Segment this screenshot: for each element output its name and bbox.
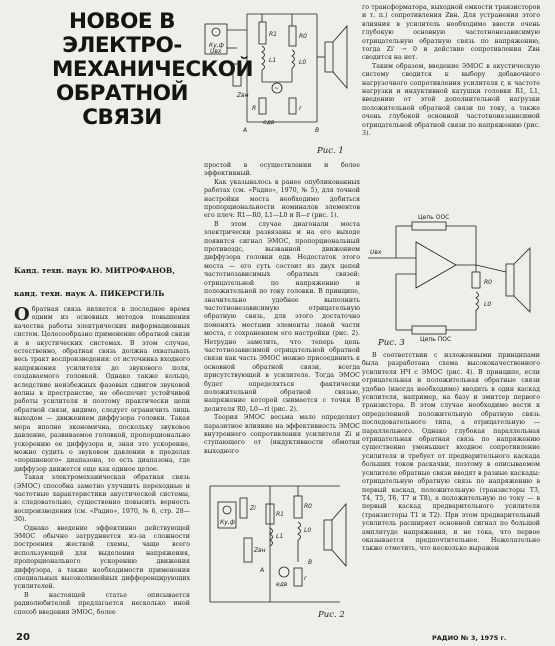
svg-text:L0: L0 [484,301,492,308]
author-line-2: канд. техн. наук А. ПИКЕРСГИЛЬ [14,289,165,298]
col3-paragraph-3: В соответствии с изложенными принципами была разработана схема высококачественного усилителя НЧ с ЭМОС (рис. 4). В принципе, если отрицательная и положительная обратные связи удобно (иногда необходимо) вводить в один каскад усилителя, например, на базу и эмиттер первого транзистора. В этом случае необходимо вести к определенной положительную обратную связь последовательного типа, а отрицательную — параллельного. Однако глубокая параллельная отрицательная обратная связь по напряжению существенно уменьшает входное сопротивление усилителя и требует от предварительного каскада больших токов раскачки, поэтому в описываемом усилителе обратные связи вводят в разные каскады: отрицательную обратную связь по напряжению в первый каскад, положительную (транзисторы Т3, Т4, Т5, Т6, Т7 и Т8), а положительную по току — в первый каскад предварительного усилителя (транзисторы Т1 и Т2). При этом предварительный усилитель расширяет основной сигнал по большой амплитуде напряжения, и не тока, что первое оказывается предпочтительнее. Нежелательно также отметить, что несколько выражен [362,352,540,553]
text-column-2 [204,162,360,455]
svg-text:R0: R0 [299,33,307,40]
svg-text:R: R [252,105,257,112]
svg-text:B: B [308,559,313,566]
svg-text:Zвн: Zвн [237,92,249,99]
svg-text:r: r [304,575,307,582]
text-column-3-top [362,4,540,208]
svg-text:Uвх: Uвх [210,48,222,55]
svg-text:R1: R1 [269,31,277,38]
svg-text:eдв: eдв [276,581,288,588]
svg-text:eдв: eдв [263,119,275,126]
col2-paragraph-2: Как указывалось в ранее опубликованных работах (см. «Радио», 1970, № 5), для точной настройки моста необходимо добиться пропорциональности номиналов элементов его плеч: R1—R0, L1—L0 и R—r (рис. 1). [204,178,360,220]
col2-paragraph-3: В этом случае диагонали моста электрически развязаны и на его выходе появится сигнал ЭМОС, пропорциональный противоэдс, вызванной движением диффузора головки eдв. Недостаток этого моста — его суть состоит из двух цепей частотнозависимых обратных связей: отрицательной по напряжению и положительной по току головки. В принципе, значительно удобнее выполнить частотнонезависимую отрицательную обратную связь, для этого достаточно поменять местами элементы левой части моста, с сохранением его настройки (рис. 2). Нетрудно заметить, что теперь цепь частотнозависимой отрицательной обратной связи как часть ЭМОС можно присоединить к основной обратной связи, всегда присутствующей в усилителе. Тогда ЭМОС будет определяться фактически положительной обратной связью, напряжение которой снимается с точки В делителя R0, L0—rl (рис. 2). [204,220,360,413]
col2-paragraph-1: простой в осуществлении и более эффективный. [204,162,360,178]
col1-paragraph-1: братная связь является в последнее время одним из основных методов повышения качества работы электрических информационных систем. Целесообразно применение обратной связи и в акустических системах. В этом случае, естественно, обратная связь должна охватывать весь тракт воспроизведения: от источника входного напряжения усилителя до звукового поля, создаваемого головкой. Однако также кольцо, вследствие неизбежных фазовых сдвигов звуковой волны в пространстве, не обеспечит устойчивой работы усилителя и поэтому практически цепи обратной связи, видимо, следует ограничить лишь выходом — движением диффузора головки. Такая мера вполне экономична, поскольку звуковое давление, развиваемое головкой, пропорционально ускорению ее диффузора и, зная это ускорение, можно судить о звуковом давлении в пределах «поршневого» диапазона, то есть диапазона, где диффузор движется еще как единое целое. [14,306,190,473]
svg-text:Ку,ф: Ку,ф [209,42,224,49]
svg-text:A: A [260,567,265,574]
col1-paragraph-2: Такая электромеханическая обратная связь (ЭМОС) способна заметно улучшить переходные и частотные характеристики акустической системы, а следовательно, существенно повысить верность воспроизведения (см. «Радио», 1970, № 6, стр. 28—30). [14,474,190,524]
text-column-1 [14,306,190,628]
col3-paragraph-1: го трансформатора, выходной емкости транзисторов и т. п.) сопротивления Zвн. Для устранения этого влияния в усилитель необходимо ввести очень глубокую основную частотнонезависимую отрицательную обратную связь по напряжению, тогда Zi' → 0 и действие сопротивления Zвн сводится на нет. [362,4,540,62]
svg-text:Zвн: Zвн [254,547,266,554]
issue-info: РАДИО № 3, 1975 г. [432,634,507,642]
page-number: 20 [16,632,30,643]
svg-text:Uвх: Uвх [370,249,382,256]
schematic-figure-2 [200,472,358,622]
fig3-label-oos: Цепь ООС [418,214,450,221]
figure-1-caption: Рис. 1 [317,146,344,156]
drop-cap: О [14,304,30,325]
svg-text:R0: R0 [304,503,312,510]
schematic-figure-3 [366,212,544,336]
article-title: НОВОЕ В ЭЛЕКТРО-МЕХАНИЧЕСКОЙ ОБРАТНОЙ СВЯЗИ [52,9,253,130]
figure-3 [366,212,544,350]
figure-3-caption: Рис. 3 [378,338,405,348]
svg-text:B: B [315,127,320,134]
fig3-label-pos: Цепь ПОС [420,336,452,343]
figure-1 [197,2,357,162]
author-line-1: Канд. техн. наук Ю. МИТРОФАНОВ, [14,266,175,275]
svg-text:R0: R0 [484,279,492,286]
svg-text:~: ~ [274,85,280,92]
svg-text:A: A [243,127,248,134]
svg-text:r: r [299,105,302,112]
svg-text:Ку,ф: Ку,ф [220,519,235,526]
text-column-3-bottom [362,352,540,628]
figure-2 [200,472,358,628]
col3-paragraph-2: Таким образом, введение ЭМОС в акустическую систему сводится к выбору добавочного нагрузочного сопротивления усилителя r, к частоте нагрузки и индуктивной катушки головки R1, L1, введению от этой дополнительной нагрузки положительной обратной связи по току, а также очень глубокой основной частотнонезависимой отрицательной обратной связи по напряжению (рис. 3). [362,62,540,138]
svg-text:L1: L1 [276,533,284,540]
figure-2-caption: Рис. 2 [318,610,345,620]
col1-paragraph-3: Однако введение эффективно действующей ЭМОС обычно затрудняется из-за сложности построения жесткой схемы, чаще всего использующей для выделения напряжения, пропорционального ускорению движения диффузора, а также необходимости применения специальных высоколинейных дифференцирующих усилителей. [14,524,190,591]
svg-text:L0: L0 [299,59,307,66]
col1-paragraph-4: В настоящей статье описывается радиолюбителей предлагается несколько иной способ введения ЭМОС, более [14,591,190,616]
svg-text:L0: L0 [304,527,312,534]
svg-text:Zi: Zi [250,505,256,512]
col2-paragraph-4: Теория ЭМОС весьма мало определяет паразитное влияние на эффективность ЭМОС внутреннего сопротивления усилителя Zi и ступающего от (индуктивности обмотки выходного [204,414,360,455]
schematic-figure-1 [197,2,357,162]
svg-text:R1: R1 [276,511,284,518]
svg-text:L1: L1 [269,57,277,64]
